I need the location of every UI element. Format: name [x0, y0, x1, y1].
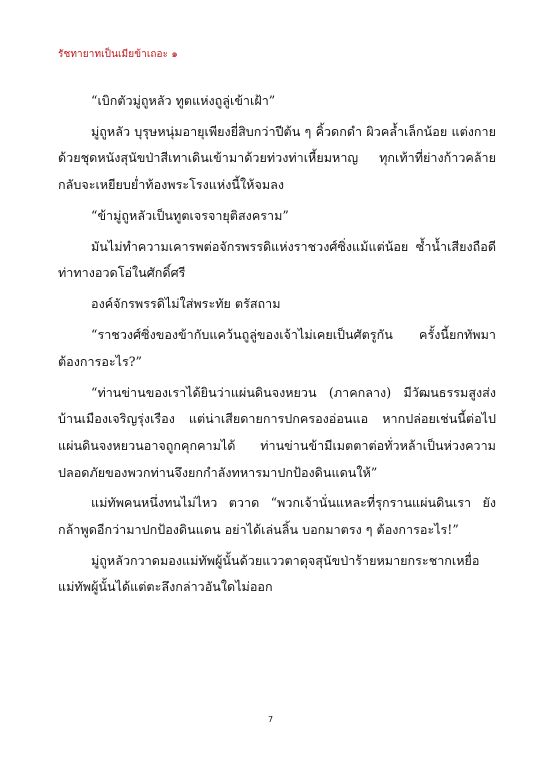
paragraph: “เบิกตัวมู่ถูหลัว ทูตแห่งถูลู่เข้าเฝ้า”	[91, 93, 276, 108]
paragraph: “ข้ามู่ถูหลัวเป็นทูตเจรจายุติสงคราม”	[91, 207, 289, 223]
page-number: 7	[267, 715, 274, 724]
body-text	[58, 88, 496, 605]
running-header: รัชทายาทเป็นเมียข้าเถอะ ๑	[58, 49, 178, 60]
paragraph: มู่ถูหลัวกวาดมองแม่ทัพผู้นั้นด้วยแววตาดุจสุนัขป่าร้ายหมายกระชากเหยื่อ แม่ทัพผู้นั้นได้แต่ตะลึงกล่าวอันใดไม่ออก	[58, 552, 480, 595]
paragraph: “ราชวงศ์ซิ่งของข้ากับแคว้นถูลู่ของเจ้าไม่เคยเป็นศัตรูกัน ครั้งนี้ยกทัพมาต้องการอะไร?”	[58, 327, 496, 369]
paragraph: องค์จักรพรรดิไม่ใส่พระทัย ตรัสถาม	[91, 296, 281, 312]
paragraph: มันไม่ทำความเคารพต่อจักรพรรดิแห่งราชวงศ์ซิ่งแม้แต่น้อย ซ้ำน้ำเสียงถือดีท่าทางอวดโอ่ในศักดิ์ศรี	[58, 238, 496, 281]
paragraph: แม่ทัพคนหนึ่งทนไม่ไหว ตวาด “พวกเจ้านั่นแหละที่รุกรานแผ่นดินเรา ยังกล้าพูดอีกว่ามาปกป้องดินแดน อย่าได้เล่นลิ้น บอกมาตรง ๆ ต้องการอะไร!”	[58, 495, 496, 537]
paragraph: มู่ถูหลัว บุรุษหนุ่มอายุเพียงยี่สิบกว่าปีต้น ๆ คิ้วดกดำ ผิวคล้ำเล็กน้อย แต่งกายด้วยชุดหนังสุนัขป่าสีเทาเดินเข้ามาด้วยท่วงท่าเหี้ยมหาญ ทุกเท้าที่ย่างก้าวคล้ายกลับจะเหยียบย่ำท้องพระโรงแห่งนี้ให้จมลง	[58, 123, 496, 193]
paragraph: “ท่านข่านของเราได้ยินว่าแผ่นดินจงหยวน (ภาคกลาง) มีวัฒนธรรมสูงส่ง บ้านเมืองเจริญรุ่งเรือง แต่น่าเสียดายการปกครองอ่อนแอ หากปล่อยเช่นนี้ต่อไป แผ่นดินจงหยวนอาจถูกคุกคามได้ ท่านข่านข้ามีเมตตาต่อทั่วหล้าเป็นห่วงความปลอดภัยของพวกท่านจึงยกกำลังทหารมาปกป้องดินแดนให้”	[58, 384, 496, 480]
